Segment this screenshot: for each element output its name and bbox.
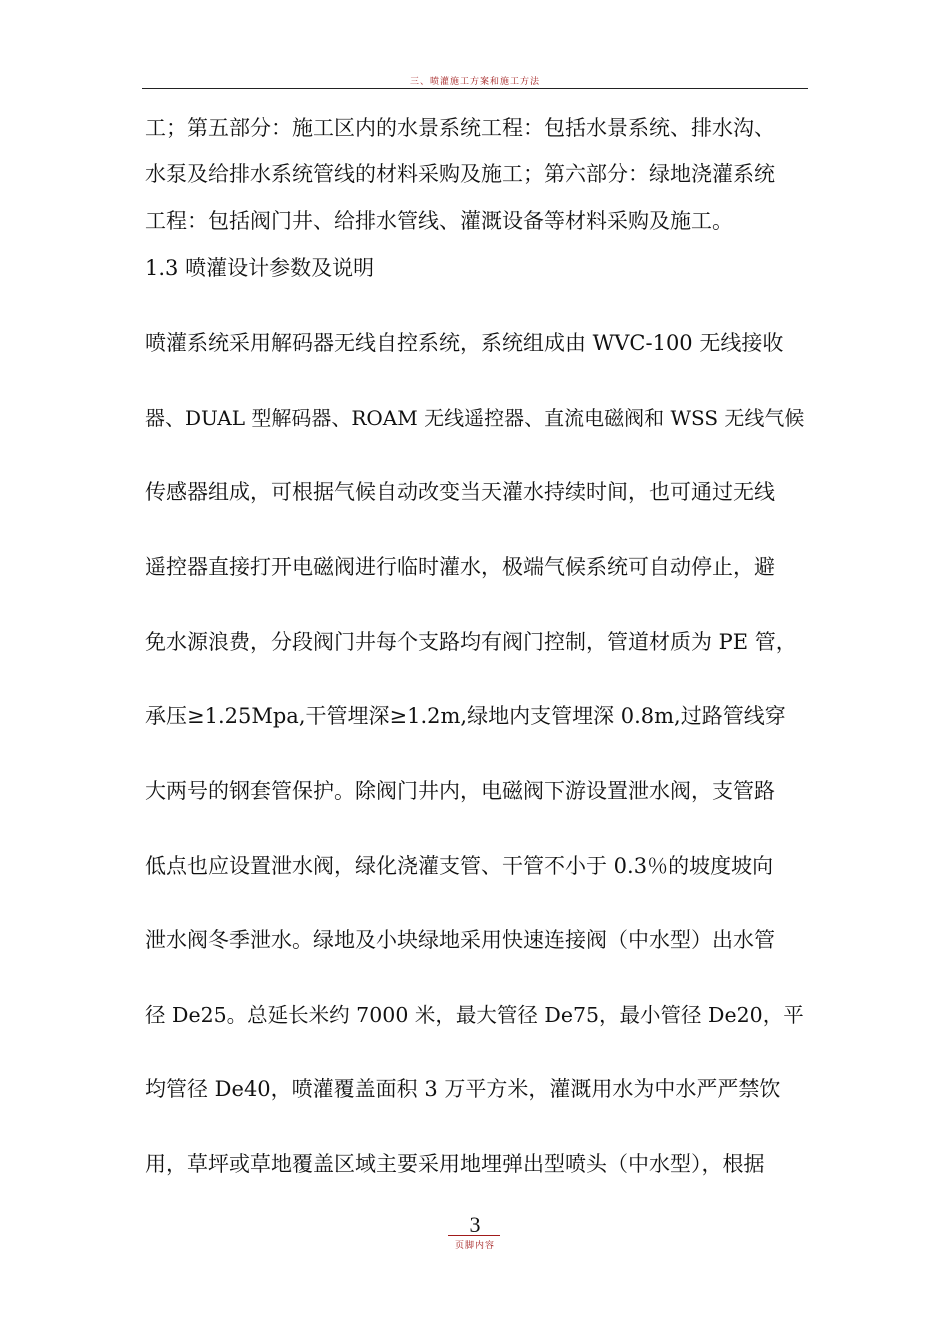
footer-label: 页脚内容 [454,1241,495,1251]
header-divider [142,88,808,89]
body-line: 传感器组成，可根据气候自动改变当天灌水持续时间，也可通过无线 [145,480,775,504]
page-number: 3 [469,1212,481,1237]
body-line: 径 De25。总延长米约 7000 米，最大管径 De75，最小管径 De20，平 [145,1003,804,1027]
body-line: 遥控器直接打开电磁阀进行临时灌水，极端气候系统可自动停止，避 [145,555,775,579]
body-line: 用，草坪或草地覆盖区域主要采用地埋弹出型喷头（中水型），根据 [145,1152,765,1176]
page-header-title: 三、喷灌施工方案和施工方法 [409,77,540,87]
body-line: 器、DUAL 型解码器、ROAM 无线遥控器、直流电磁阀和 WSS 无线气候 [145,406,805,430]
body-line: 工；第五部分：施工区内的水景系统工程：包括水景系统、排水沟、 [145,116,775,140]
body-line: 工程：包括阀门井、给排水管线、灌溉设备等材料采购及施工。 [145,209,733,233]
body-line: 均管径 De40，喷灌覆盖面积 3 万平方米，灌溉用水为中水严严禁饮 [145,1077,781,1101]
body-line: 大两号的钢套管保护。除阀门井内，电磁阀下游设置泄水阀，支管路 [145,779,775,803]
body-line: 水泵及给排水系统管线的材料采购及施工；第六部分：绿地浇灌系统 [145,162,775,186]
body-line: 低点也应设置泄水阀，绿化浇灌支管、干管不小于 0.3％的坡度坡向 [145,854,774,878]
footer-divider [448,1235,500,1236]
body-line: 承压≥1.25Mpa,干管埋深≥1.2m,绿地内支管埋深 0.8m,过路管线穿 [145,704,786,728]
body-line: 免水源浪费，分段阀门井每个支路均有阀门控制，管道材质为 PE 管， [145,630,797,654]
body-line: 泄水阀冬季泄水。绿地及小块绿地采用快速连接阀（中水型）出水管 [145,928,775,952]
section-heading: 1.3 喷灌设计参数及说明 [145,256,375,280]
body-line: 喷灌系统采用解码器无线自控系统，系统组成由 WVC-100 无线接收 [145,331,784,355]
